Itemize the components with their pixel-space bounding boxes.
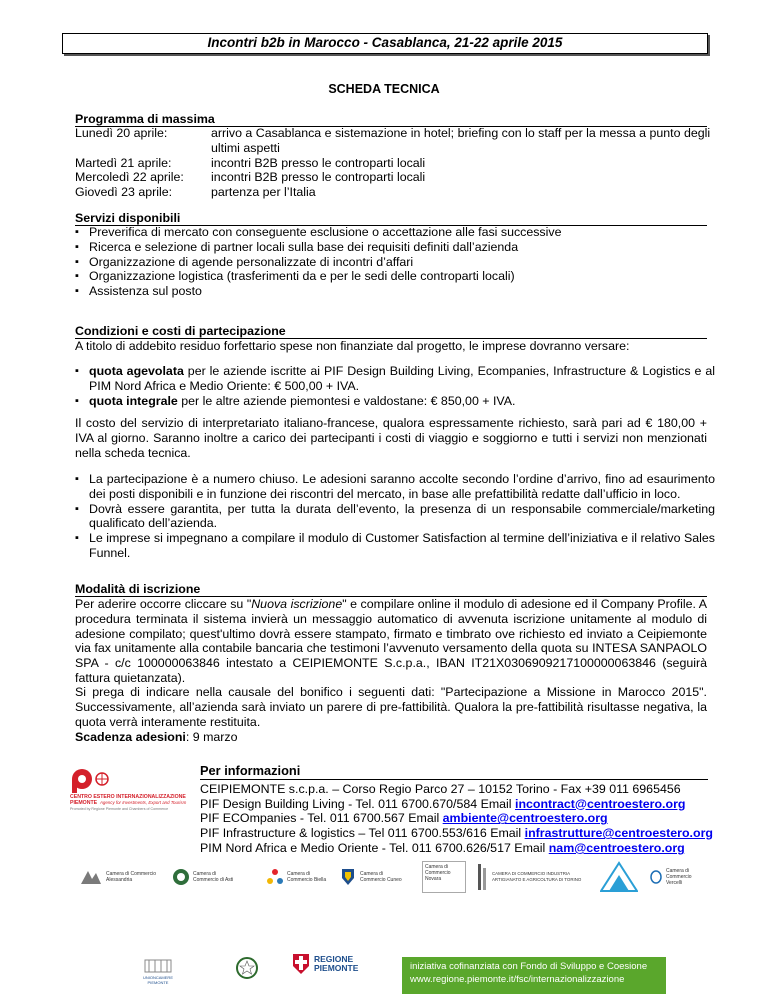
iscrizione-heading: Modalità di iscrizione bbox=[75, 582, 707, 597]
scadenza-value: : 9 marzo bbox=[185, 730, 238, 744]
asti-emblem-icon bbox=[172, 868, 190, 886]
info-text: CEIPIEMONTE s.c.p.a. – Corso Regio Parco 27 – 10152 Torino - Fax +39 011 6965456 bbox=[200, 781, 681, 796]
programma-table bbox=[75, 126, 715, 200]
unioncamere-logo bbox=[140, 958, 176, 992]
chamber-logo-cuneo bbox=[340, 858, 410, 896]
quota-text: per le aziende iscritte ai PIF Design Building Living, Ecompanies, Infrastructure & Logistics e al PIM Nord Africa e Medio Oriente: € 500,00 + IVA. bbox=[89, 364, 715, 393]
programma-text: incontri B2B presso le controparti locali bbox=[211, 170, 426, 185]
list-item: ▪ Preverifica di mercato con conseguente esclusione o accettazione alle fasi successive bbox=[75, 225, 715, 240]
list-item: ▪ Ricerca e selezione di partner locali sulla base dei requisiti definiti dall’azienda bbox=[75, 240, 715, 255]
info-heading: Per informazioni bbox=[200, 764, 708, 780]
chamber-name: Camera di Commercio Biella bbox=[287, 871, 327, 883]
contact-info bbox=[200, 764, 740, 856]
ceipiemonte-region: PIEMONTE bbox=[70, 800, 98, 806]
programma-day: Martedì 21 aprile: bbox=[75, 155, 172, 170]
list-item: ▪ Assistenza sul posto bbox=[75, 284, 715, 299]
iscrizione-text: " e compilare online il modulo di adesione ed il Company Profile. A procedura terminata il sistema invierà un messaggio automatico di avvenuta iscrizione unitamente al modulo di adesione compilato; quest'ultimo dovrà essere stampato, firmato e timbrato ove richiesto ed inviato a Ceipiemonte via fax unitamente alla contabile bancaria che testimoni l’avvenuto versamento della quota su INTESA SANPAOLO SPA - c/c 100000063846 intestato a CEIPIEMONTE S.c.p.a., IBAN IT21X0306909217100000063846 (seguirà fattura quietanzata). bbox=[75, 597, 707, 685]
programma-row bbox=[75, 185, 715, 200]
unioncamere-name: UNIONCAMERE PIEMONTE bbox=[142, 975, 173, 985]
servizi-list bbox=[75, 225, 715, 299]
programma-day: Mercoledì 22 aprile: bbox=[75, 170, 184, 185]
ceipiemonte-tagline: Agency for Investments, Export and Tourism bbox=[100, 800, 187, 805]
list-item: ▪ Le imprese si impegnano a compilare il modulo di Customer Satisfaction al termine dell’iniziativa e il relativo Sales Funnel. bbox=[75, 531, 715, 561]
iscrizione-text: Per aderire occorre cliccare su " bbox=[75, 597, 252, 611]
scadenza-line bbox=[75, 730, 707, 745]
band-url: www.regione.piemonte.it/fsc/internazionalizzazione bbox=[410, 974, 625, 985]
programma-day: Lunedì 20 aprile: bbox=[75, 126, 168, 140]
condizioni-intro: A titolo di addebito residuo forfettario spese non finanziate dal progetto, le imprese dovranno versare: bbox=[75, 339, 630, 353]
scheda-tecnica-heading: SCHEDA TECNICA bbox=[328, 82, 440, 96]
email-link[interactable]: infrastrutture@centroestero.org bbox=[524, 826, 713, 841]
biella-emblem-icon bbox=[266, 868, 284, 886]
regione-piemonte-logo bbox=[292, 953, 358, 975]
info-line bbox=[200, 797, 740, 812]
band-line: iniziativa cofinanziata con Fondo di Sviluppo e Coesione bbox=[410, 961, 648, 972]
list-item: ▪ Organizzazione di agende personalizzate di incontri d’affari bbox=[75, 255, 715, 270]
regione-shield-icon bbox=[292, 953, 310, 975]
email-link[interactable]: ambiente@centroestero.org bbox=[442, 811, 608, 826]
info-line bbox=[200, 826, 740, 841]
quota-text: per le altre aziende piemontesi e valdostane: € 850,00 + IVA. bbox=[177, 393, 516, 408]
email-link[interactable]: incontract@centroestero.org bbox=[515, 796, 686, 811]
scadenza-label: Scadenza adesioni bbox=[75, 730, 186, 744]
ceipiemonte-logo bbox=[70, 765, 187, 817]
info-text: PIF Design Building Living - Tel. 011 6700.670/584 Email bbox=[200, 796, 516, 811]
repubblica-emblem bbox=[235, 955, 259, 987]
info-line bbox=[200, 841, 740, 856]
list-item bbox=[75, 364, 715, 394]
document-title: Incontri b2b in Marocco - Casablanca, 21-22 aprile 2015 bbox=[207, 35, 563, 51]
chamber-logo-alessandria bbox=[80, 858, 160, 896]
vercelli-emblem-icon bbox=[650, 870, 662, 884]
unioncamere-emblem-icon bbox=[143, 958, 173, 974]
chamber-name: Camera di Commercio Vercelli bbox=[666, 868, 692, 886]
alessandria-emblem-icon bbox=[80, 869, 102, 885]
chamber-name: Camera di Commercio Cuneo bbox=[360, 871, 402, 883]
condizioni-heading: Condizioni e costi di partecipazione bbox=[75, 324, 707, 339]
programma-row bbox=[75, 170, 715, 185]
cuneo-emblem-icon bbox=[340, 868, 356, 886]
list-item: ▪ La partecipazione è a numero chiuso. Le adesioni saranno accolte secondo l’ordine d’arrivo, fino ad esaurimento dei posti disponibili e in funzione dei riscontri del mercato, in base alle prefattibilità redatte dall’ufficio in loco. bbox=[75, 472, 715, 502]
programma-text: arrivo a Casablanca e sistemazione in hotel; briefing con lo staff per la messa a punto degli ultimi aspetti bbox=[211, 126, 711, 155]
info-line bbox=[200, 782, 740, 797]
chamber-name: Camera di Commercio Novara bbox=[422, 861, 466, 893]
note-list bbox=[75, 472, 715, 561]
programma-heading: Programma di massima bbox=[75, 112, 707, 127]
chamber-name: CAMERA DI COMMERCIO INDUSTRIA ARTIGIANATO E AGRICOLTURA DI TORINO bbox=[492, 871, 582, 882]
cofinanziamento-band bbox=[402, 957, 666, 994]
info-text: PIF ECOmpanies - Tel. 011 6700.567 Email bbox=[200, 811, 443, 826]
list-item bbox=[75, 394, 715, 409]
document-title-box bbox=[62, 33, 708, 54]
chamber-logo-asti bbox=[172, 858, 242, 896]
causale-paragraph: Si prega di indicare nella causale del bonifico i seguenti dati: "Partecipazione a Missione in Marocco 2015". Successivamente, all’azienda sarà inviato un parere di pre-fattibilità. Qualora la pre-fattibilità risultasse negativa, la quota verrà interamente restituita. bbox=[75, 685, 707, 729]
ceipiemonte-promoted: Promoted by Regione Piemonte and Chambers of Commerce bbox=[70, 807, 169, 811]
chamber-name: Camera di Commercio Alessandria bbox=[106, 871, 157, 883]
chamber-name: Camera di Commercio di Asti bbox=[193, 871, 234, 883]
chambers-logo-row bbox=[80, 858, 705, 898]
chamber-logo-vercelli bbox=[650, 858, 710, 896]
programma-row bbox=[75, 156, 715, 171]
quota-label: quota agevolata bbox=[89, 364, 184, 378]
regione-name: REGIONE PIEMONTE bbox=[314, 954, 359, 973]
interpretariato-paragraph: Il costo del servizio di interpretariato italiano-francese, qualora espressamente richiesto, sarà pari ad € 180,00 + IVA al giorno. Saranno inoltre a carico dei partecipanti i costi di viaggio e soggiorno e tutti i servizi non menzionati nella scheda tecnica. bbox=[75, 416, 707, 460]
programma-row bbox=[75, 126, 715, 156]
programma-text: incontri B2B presso le controparti locali bbox=[211, 155, 426, 170]
torino-emblem-icon bbox=[478, 864, 488, 890]
info-text: PIM Nord Africa e Medio Oriente - Tel. 011 6700.626/517 Email bbox=[200, 840, 549, 855]
servizi-heading: Servizi disponibili bbox=[75, 211, 707, 226]
list-item: ▪ Dovrà essere garantita, per tutta la durata dell’evento, la presenza di un responsabile commerciale/marketing qualificato dell’azienda. bbox=[75, 502, 715, 532]
ceipiemonte-name: CENTRO ESTERO INTERNAZIONALIZZAZIONE bbox=[70, 794, 186, 800]
chamber-logo-novara bbox=[422, 858, 470, 896]
mountains-emblem-icon bbox=[600, 861, 638, 893]
programma-text: partenza per l’Italia bbox=[211, 185, 316, 200]
email-link[interactable]: nam@centroestero.org bbox=[548, 840, 685, 855]
italian-republic-emblem-icon bbox=[235, 955, 259, 983]
quote-list bbox=[75, 364, 715, 408]
chamber-logo-verbano bbox=[600, 858, 640, 896]
programma-day: Giovedì 23 aprile: bbox=[75, 185, 173, 200]
chamber-logo-torino bbox=[478, 858, 593, 896]
chamber-logo-biella bbox=[266, 858, 330, 896]
quota-label: quota integrale bbox=[89, 393, 178, 408]
nuova-iscrizione-link[interactable]: Nuova iscrizione bbox=[251, 597, 343, 611]
list-item: ▪ Organizzazione logistica (trasferimenti da e per le sedi delle controparti locali) bbox=[75, 269, 715, 284]
iscrizione-paragraph bbox=[75, 597, 707, 686]
info-line bbox=[200, 811, 740, 826]
info-text: PIF Infrastructure & logistics – Tel 011 6700.553/616 Email bbox=[200, 826, 525, 841]
